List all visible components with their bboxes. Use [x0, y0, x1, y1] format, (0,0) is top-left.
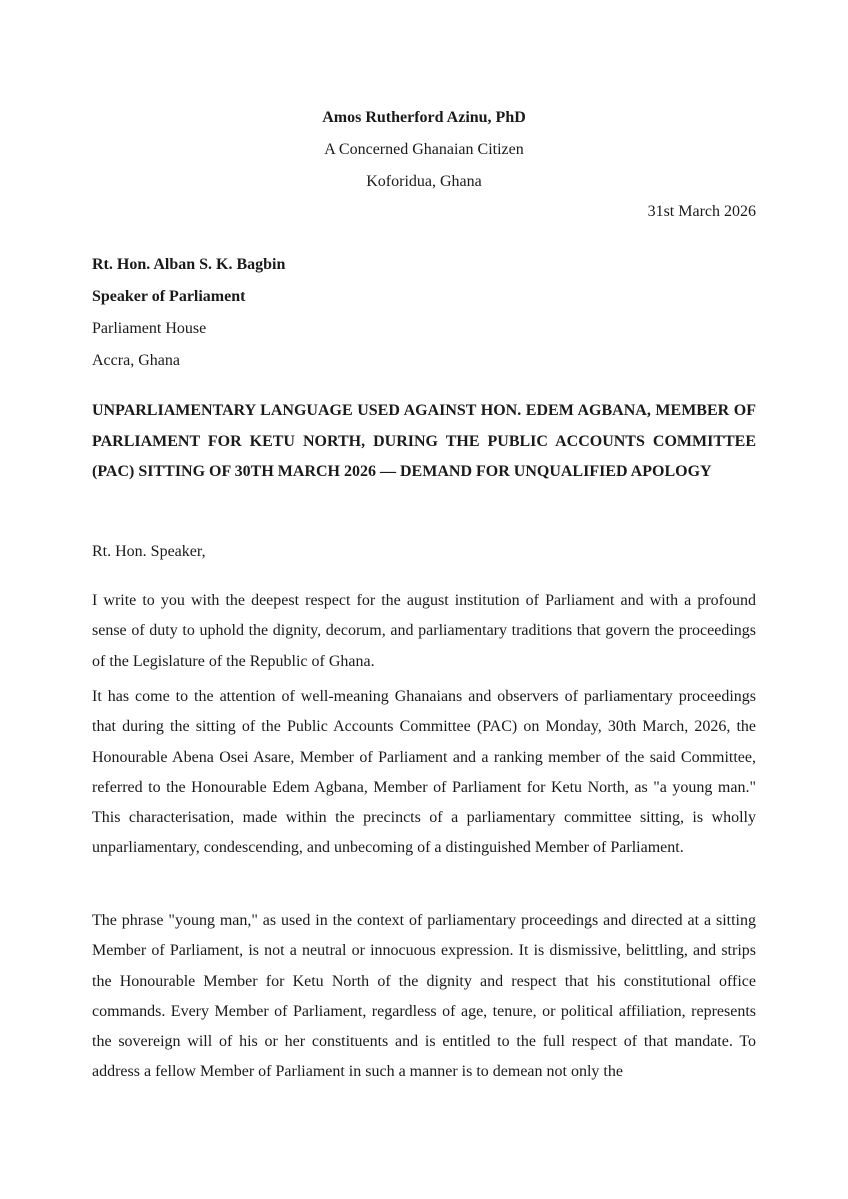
recipient-address-line1: Parliament House	[92, 320, 207, 337]
sender-name: Amos Rutherford Azinu, PhD	[322, 109, 526, 126]
sender-title: A Concerned Ghanaian Citizen	[324, 141, 524, 158]
body-paragraph: The phrase "young man," as used in the context of parliamentary proceedings and directed at a sitting Member of Parliament, is not a neutral or innocuous expression. It is dismissive, belittling, and strips the Honourable Member for Ketu North of the dignity and respect that his constitutional office commands. Every Member of Parliament, regardless of age, tenure, or political affiliation, represents the sovereign will of his or her constituents and is entitled to the full respect of that mandate. To address a fellow Member of Parliament in such a manner is to demean not only the	[92, 912, 756, 1081]
body-paragraph: I write to you with the deepest respect for the august institution of Parliament and with a profound sense of duty to uphold the dignity, decorum, and parliamentary traditions that govern the proceedings of the Legislature of the Republic of Ghana.	[92, 592, 756, 670]
subject-heading: UNPARLIAMENTARY LANGUAGE USED AGAINST HON. EDEM AGBANA, MEMBER OF PARLIAMENT FOR KETU NORTH, DURING THE PUBLIC ACCOUNTS COMMITTEE (PAC) SITTING OF 30TH MARCH 2026 — DEMAND FOR UNQUALIFIED APOLOGY	[92, 402, 756, 480]
sender-location: Koforidua, Ghana	[366, 173, 482, 190]
recipient-name: Rt. Hon. Alban S. K. Bagbin	[92, 256, 286, 273]
recipient-position: Speaker of Parliament	[92, 288, 246, 305]
letter-date: 31st March 2026	[647, 203, 756, 220]
body-paragraph: It has come to the attention of well-meaning Ghanaians and observers of parliamentary proceedings that during the sitting of the Public Accounts Committee (PAC) on Monday, 30th March, 2026, the Honourable Abena Osei Asare, Member of Parliament and a ranking member of the said Committee, referred to the Honourable Edem Agbana, Member of Parliament for Ketu North, as "a young man." This characterisation, made within the precincts of a parliamentary committee sitting, is wholly unparliamentary, condescending, and unbecoming of a distinguished Member of Parliament.	[92, 688, 756, 857]
sender-block	[0, 102, 848, 198]
recipient-block	[92, 249, 285, 377]
salutation: Rt. Hon. Speaker,	[92, 543, 206, 560]
recipient-address-line2: Accra, Ghana	[92, 352, 180, 369]
